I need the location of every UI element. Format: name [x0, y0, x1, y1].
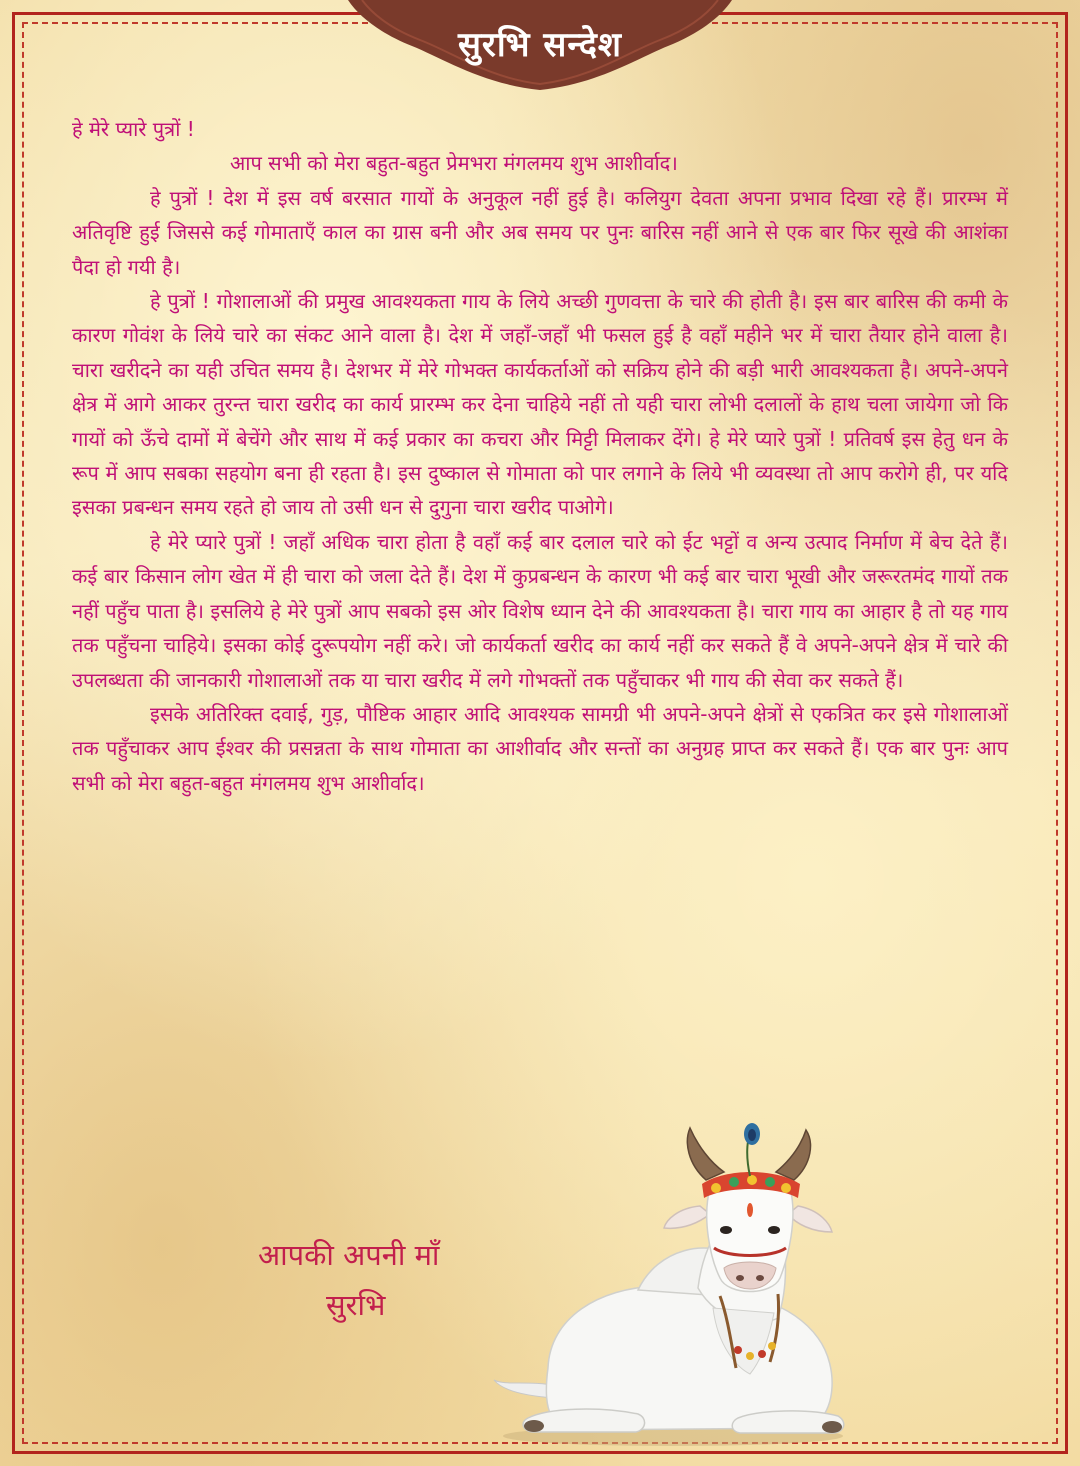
letter-paragraph-1: हे पुत्रों ! देश में इस वर्ष बरसात गायों के अनुकूल नहीं हुई है। कलियुग देवता अपना प्रभाव दिखा रहे हैं। प्रारम्भ में अतिवृष्टि हुई जिससे कई गोमाताएँ काल का ग्रास बनी और अब समय पर पुनः बारिस नहीं आने से एक बार फिर सूखे की आशंका पैदा हो गयी है। [72, 185, 1008, 279]
signature-closing: आपकी अपनी माँ [258, 1238, 440, 1272]
letter-paragraph-4: इसके अतिरिक्त दवाई, गुड़, पौष्टिक आहार आदि आवश्यक सामग्री भी अपने-अपने क्षेत्रों से एकत्रित कर इसे गोशालाओं तक पहुँचाकर आप ईश्वर की प्रसन्नता के साथ गोमाता का आशीर्वाद और सन्तों का अनुग्रह प्राप्त कर सकते हैं। एक बार पुनः आप सभी को मेरा बहुत-बहुत मंगलमय शुभ आशीर्वाद। [72, 701, 1008, 795]
letter-paragraph-2: हे पुत्रों ! गोशालाओं की प्रमुख आवश्यकता गाय के लिये अच्छी गुणवत्ता के चारे की होती है। इस बार बारिस की कमी के कारण गोवंश के लिये चारे का संकट आने वाला है। देश में जहाँ-जहाँ भी फसल हुई है वहाँ महीने भर में चारा तैयार होने वाला है। चारा खरीदने का यही उचित समय है। देशभर में मेरे गोभक्त कार्यकर्ताओं को सक्रिय होने की बड़ी भारी आवश्यकता है। अपने-अपने क्षेत्र में आगे आकर तुरन्त चारा खरीद का कार्य प्रारम्भ कर देना चाहिये नहीं तो यही चारा लोभी दलालों के हाथ चला जायेगा जो कि गायों को ऊँचे दामों में बेचेंगे और साथ में कई प्रकार का कचरा और मिट्टी मिलाकर देंगे। हे मेरे प्यारे पुत्रों ! प्रतिवर्ष इस हेतु धन के रूप में आप सबका सहयोग बना ही रहता है। इस दुष्काल से गोमाता को पार लगाने के लिये भी व्यवस्था तो आप करोगे ही, पर यदि इसका प्रबन्धन समय रहते हो जाय तो उसी धन से दुगुना चारा खरीद पाओगे। [72, 289, 1008, 520]
title-tab [348, 0, 732, 92]
page-title: सुरभि सन्देश [457, 25, 623, 65]
cow-icon [488, 1118, 858, 1448]
letter-paragraph-3: हे मेरे प्यारे पुत्रों ! जहाँ अधिक चारा होता है वहाँ कई बार दलाल चारे को ईट भट्टों व अन्य उत्पाद निर्माण में बेच देते हैं। कई बार किसान लोग खेत में ही चारा को जला देते हैं। देश में कुप्रबन्धन के कारण भी कई बार चारा भूखी और जरूरतमंद गायों तक नहीं पहुँच पाता है। इसलिये हे मेरे पुत्रों आप सबको इस ओर विशेष ध्यान देने की आवश्यकता है। चारा गाय का आहार है तो यह गाय तक पहुँचना चाहिये। इसका कोई दुरूपयोग नहीं करे। जो कार्यकर्ता खरीद का कार्य नहीं कर सकते हैं वे अपने-अपने क्षेत्र में चारे की उपलब्धता की जानकारी गोशालाओं तक या चारा खरीद में लगे गोभक्तों तक पहुँचाकर भी गाय की सेवा कर सकते हैं। [72, 529, 1008, 692]
letter-greeting: आप सभी को मेरा बहुत-बहुत प्रेमभरा मंगलमय शुभ आशीर्वाद। [230, 151, 678, 176]
signature-block [258, 1230, 439, 1330]
letter-salutation: हे मेरे प्यारे पुत्रों ! [72, 117, 195, 141]
letter-body [72, 112, 1008, 800]
signature-name: सुरभि [326, 1288, 386, 1322]
